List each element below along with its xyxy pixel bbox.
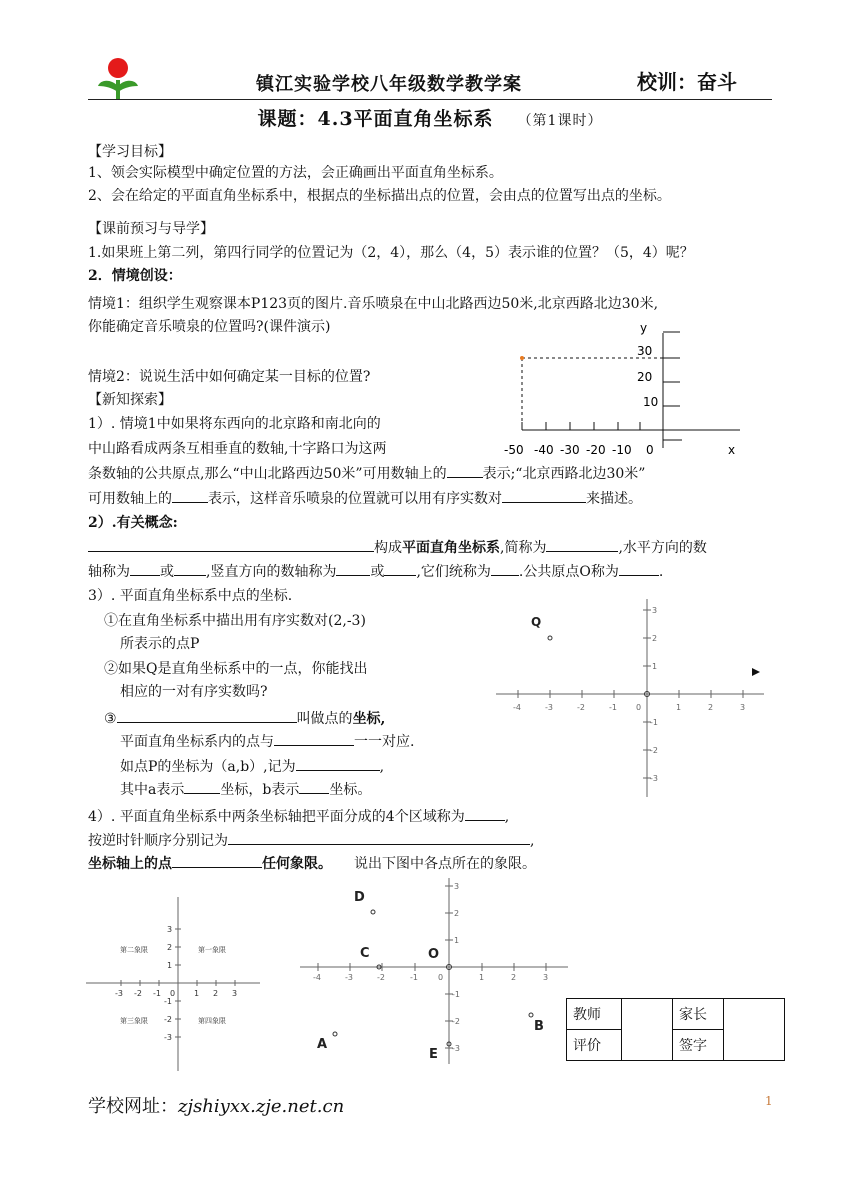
parent-label-a: 家长 [679, 1007, 707, 1023]
fig3-x-tick: 1 [194, 989, 200, 998]
teacher-label-a: 教师 [573, 1007, 601, 1023]
fig4-y-tick: 3 [454, 882, 460, 891]
text: 表示;“北京西路北边30米” [482, 466, 646, 482]
fig1-y-tick: 10 [643, 395, 659, 409]
fig2-x-tick: 3 [740, 703, 746, 712]
explore-p2-a [88, 537, 707, 558]
fig3-quadrant-diagram [84, 895, 262, 1075]
lesson-title-sub: （第1课时） [517, 113, 603, 129]
fig2-y-tick: 2 [652, 634, 658, 643]
fig4-x-tick: -1 [410, 973, 418, 982]
explore-p3-6 [120, 779, 371, 800]
fig4-x-tick: 0 [438, 973, 444, 982]
fig2-y-tick: -3 [650, 774, 658, 783]
parent-label-cell [673, 999, 724, 1030]
teacher-eval-cell[interactable] [622, 999, 673, 1061]
scene1-line-a: 情境1：组织学生观察课本P123页的图片.音乐喷泉在中山北路西边50米,北京西路北边30米, [88, 296, 659, 312]
blank-line [384, 561, 416, 576]
header-rule [88, 99, 772, 100]
text: 平面直角坐标系内的点与 [120, 734, 274, 750]
explore-p3-1a: ①在直角坐标系中描出用有序实数对(2,-3) [104, 613, 366, 629]
blank-line [336, 561, 370, 576]
text: ,竖直方向的数轴称为 [206, 564, 337, 580]
fig4-label-c: C [360, 946, 370, 961]
text: ,它们统称为 [416, 564, 491, 580]
preview-q2-heading: 2．情境创设： [88, 268, 182, 284]
fig3-y-tick: 1 [167, 961, 173, 970]
explore-p2-heading: 2）.有关概念: [88, 515, 178, 531]
fig4-point-d [371, 910, 375, 914]
scene1-line-b: 你能确定音乐喷泉的位置吗?(课件演示) [88, 319, 331, 335]
fig2-y-tick: -2 [650, 746, 658, 755]
fig4-point-b [529, 1013, 533, 1017]
fig1-x-tick: -10 [612, 443, 632, 457]
fig2-x-tick: -4 [513, 703, 521, 712]
fig1-x-label: x [728, 443, 736, 457]
arrow-icon [752, 668, 760, 676]
explore-p1-a: 1）. 情境1中如果将东西向的北京路和南北向的 [88, 416, 381, 432]
blank-line [184, 779, 220, 794]
fig2-point-label: Q [531, 615, 542, 629]
fig4-points-graph [298, 876, 570, 1066]
blank-line [172, 853, 262, 868]
fig3-quadrant-2: 第二象限 [120, 946, 148, 954]
explore-p3-2a: ②如果Q是直角坐标系中的一点，你能找出 [104, 661, 368, 677]
explore-p1-d [88, 488, 642, 509]
fig2-x-tick: -2 [577, 703, 585, 712]
fig1-coordinate-graph [500, 318, 760, 458]
fig2-coordinate-grid [494, 597, 770, 799]
fig2-x-tick: 1 [676, 703, 682, 712]
text: 构成 [374, 540, 402, 556]
preview-heading: 【课前预习与导学】 [88, 221, 214, 237]
fig1-x-tick: -40 [534, 443, 554, 457]
fig2-x-tick: -3 [545, 703, 553, 712]
fig1-x-tick: -50 [504, 443, 524, 457]
explore-p4-b [88, 830, 534, 851]
fig2-point-q [548, 636, 552, 640]
fig2-y-tick: -1 [650, 718, 658, 727]
text: , [504, 809, 510, 825]
fig4-point-a [333, 1032, 337, 1036]
text: 坐标。 [329, 782, 372, 798]
blank-line [546, 537, 618, 552]
explore-p4-c [88, 853, 536, 874]
explore-p3-3 [104, 708, 385, 729]
fig4-label-d: D [354, 890, 365, 905]
fig2-x-tick: 0 [636, 703, 642, 712]
text: ③ [104, 711, 117, 727]
fig4-x-tick: 2 [511, 973, 517, 982]
text: 4）. 平面直角坐标系中两条坐标轴把平面分成的4个区域称为 [88, 809, 465, 825]
text: 按逆时针顺序分别记为 [88, 833, 228, 849]
teacher-label-cell [567, 1030, 622, 1061]
text: , [530, 833, 535, 849]
fig1-x-tick: -30 [560, 443, 580, 457]
teacher-label-cell [567, 999, 622, 1030]
fig4-label-o: O [428, 947, 440, 962]
fig4-y-tick: -1 [452, 990, 460, 999]
text: 叫做点的 [296, 711, 353, 727]
fig3-quadrant-3: 第三象限 [120, 1017, 148, 1025]
footer-label: 学校网址： [88, 1096, 178, 1117]
explore-heading: 【新知探索】 [88, 392, 172, 408]
fig3-quadrant-4: 第四象限 [198, 1017, 226, 1025]
fig1-x-tick: 0 [646, 443, 654, 457]
fig1-point [520, 356, 524, 360]
fig4-x-tick: 1 [479, 973, 485, 982]
text: 一一对应. [354, 734, 415, 750]
fig3-y-tick: 2 [167, 943, 173, 952]
explore-p3-2b: 相应的一对有序实数吗? [120, 684, 268, 700]
blank-line [465, 806, 505, 821]
text: 可用数轴上的 [88, 491, 172, 507]
lesson-title-main: 课题：4.3平面直角坐标系 [257, 108, 494, 130]
fig1-x-tick: -20 [586, 443, 606, 457]
blank-line [130, 561, 160, 576]
preview-q1: 1.如果班上第二列，第四行同学的位置记为（2，4），那么（4，5）表示谁的位置？（5，4）呢？ [88, 245, 694, 261]
text: 平面直角坐标系 [402, 540, 500, 556]
blank-line [447, 463, 483, 478]
explore-p3-5 [120, 756, 384, 777]
text: ,水平方向的数 [618, 540, 707, 556]
fig3-y-tick: 3 [167, 925, 173, 934]
goals-heading: 【学习目标】 [88, 144, 172, 160]
fig3-y-tick: -3 [164, 1033, 172, 1042]
fig3-x-tick: -1 [153, 989, 161, 998]
fig4-x-tick: 3 [543, 973, 549, 982]
text: 坐标, [352, 711, 386, 727]
fig3-y-tick: -1 [164, 997, 172, 1006]
fig4-y-tick: -3 [452, 1044, 460, 1053]
text: . [658, 564, 664, 580]
fig4-x-tick: -2 [377, 973, 385, 982]
scene2-line: 情境2：说说生活中如何确定某一目标的位置? [88, 369, 371, 385]
page-number: 1 [765, 1094, 773, 1108]
fig1-y-tick: 30 [637, 344, 653, 358]
text: 或 [370, 564, 385, 580]
fig2-x-tick: -1 [609, 703, 617, 712]
footer-url[interactable]: zjshiyxx.zje.net.cn [178, 1096, 345, 1117]
blank-line [174, 561, 206, 576]
fig3-quadrant-1: 第一象限 [198, 946, 226, 954]
text: 坐标，b表示 [220, 782, 300, 798]
text: , [379, 759, 385, 775]
text: ,简称为 [500, 540, 547, 556]
blank-line [491, 561, 519, 576]
school-title: 镇江实验学校八年级数学教学案 [256, 74, 522, 95]
explore-p3-4 [120, 731, 414, 752]
explore-p1-c [88, 463, 645, 484]
explore-p1-b: 中山路看成两条互相垂直的数轴,十字路口为这两 [88, 441, 387, 457]
school-motto: 校训：奋斗 [637, 70, 737, 94]
teacher-label-b: 评价 [573, 1038, 601, 1054]
text: .公共原点O称为 [518, 564, 619, 580]
text: 说出下图中各点所在的象限。 [354, 856, 536, 872]
school-logo [96, 56, 140, 102]
fig2-y-tick: 1 [652, 662, 658, 671]
goal-item-1: 1、领会实际模型中确定位置的方法，会正确画出平面直角坐标系。 [88, 165, 503, 181]
blank-line [502, 488, 586, 503]
text: 如点P的坐标为（a,b）,记为 [120, 759, 296, 775]
fig4-label-e: E [429, 1047, 438, 1062]
text: 来描述。 [586, 491, 642, 507]
parent-label-b: 签字 [679, 1038, 707, 1054]
fig3-x-tick: 0 [170, 989, 176, 998]
explore-p3-1b: 所表示的点P [120, 636, 200, 652]
text: 任何象限。 [262, 856, 332, 872]
fig4-y-tick: 1 [454, 936, 460, 945]
fig4-label-a: A [317, 1037, 328, 1052]
text: 表示，这样音乐喷泉的位置就可以用有序实数对 [208, 491, 502, 507]
fig2-y-tick: 3 [652, 606, 658, 615]
blank-line [299, 779, 329, 794]
blank-line [88, 537, 374, 552]
fig4-label-b: B [534, 1019, 544, 1034]
fig3-y-tick: -2 [164, 1015, 172, 1024]
text: 或 [160, 564, 174, 580]
goal-item-2: 2、会在给定的平面直角坐标系中，根据点的坐标描出点的位置，会由点的位置写出点的坐标。 [88, 188, 671, 204]
fig4-x-tick: -4 [313, 973, 321, 982]
evaluation-table [566, 998, 785, 1061]
fig3-x-tick: 2 [213, 989, 219, 998]
fig1-y-tick: 20 [637, 370, 653, 384]
explore-p3-heading: 3）. 平面直角坐标系中点的坐标. [88, 588, 293, 604]
blank-line [172, 488, 208, 503]
text: 其中a表示 [120, 782, 185, 798]
fig1-y-label: y [640, 321, 648, 335]
blank-line [117, 708, 297, 723]
fig3-x-tick: -2 [134, 989, 142, 998]
fig2-x-tick: 2 [708, 703, 714, 712]
blank-line [228, 830, 530, 845]
fig4-y-tick: 2 [454, 909, 460, 918]
fig3-x-tick: -3 [115, 989, 123, 998]
blank-line [619, 561, 659, 576]
parent-label-cell [673, 1030, 724, 1061]
blank-line [296, 756, 380, 771]
fig4-x-tick: -3 [345, 973, 353, 982]
footer-website [88, 1092, 344, 1118]
text: 轴称为 [88, 564, 130, 580]
lesson-title [0, 104, 860, 131]
fig3-x-tick: 3 [232, 989, 238, 998]
fig4-y-tick: -2 [452, 1017, 460, 1026]
blank-line [274, 731, 354, 746]
explore-p2-b [88, 561, 663, 582]
explore-p4-a [88, 806, 509, 827]
text: 条数轴的公共原点,那么“中山北路西边50米”可用数轴上的 [88, 466, 447, 482]
parent-sign-cell[interactable] [724, 999, 785, 1061]
text: 坐标轴上的点 [88, 856, 172, 872]
